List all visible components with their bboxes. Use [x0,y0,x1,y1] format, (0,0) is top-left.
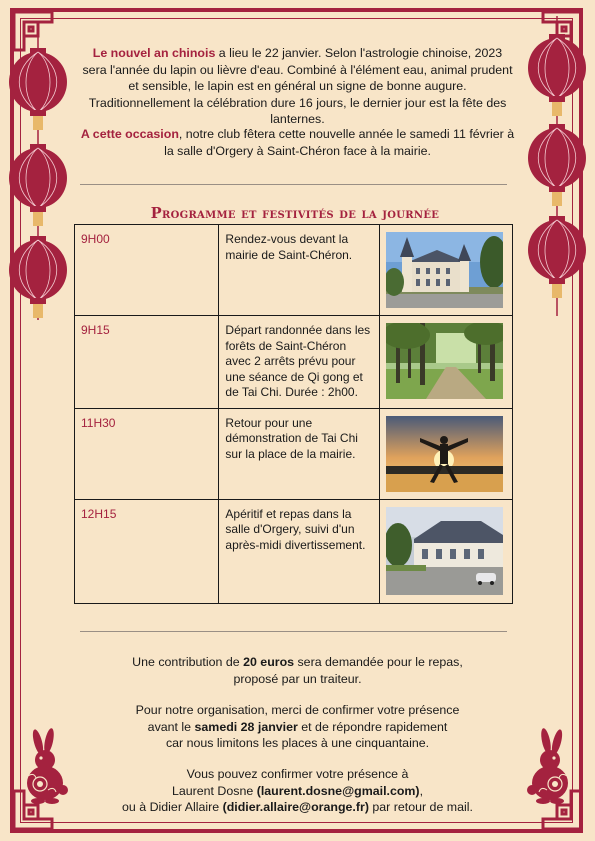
row-time: 9H15 [75,316,219,409]
salle-orgery-photo [386,507,503,595]
table-row [75,225,513,316]
row-description: Rendez-vous devant la mairie de Saint-Chéron. [219,225,380,316]
intro-lead: Le nouvel an chinois [92,46,216,60]
table-row [75,316,513,409]
confirm-text-a: Pour notre organisation, merci de confirmer votre présence [135,703,460,717]
contribution-text-a: Une contribution de [132,655,244,669]
forest-path-photo [386,323,503,399]
confirmation-paragraph [80,702,515,752]
red-lantern-icon [527,16,587,316]
contact-name-2: ou à Didier Allaire [122,800,223,814]
programme-title: Programme et festivités de la journée [150,205,440,222]
contact-text-a: Vous pouvez confirmer votre présence à [186,767,409,781]
red-lantern-icon [8,30,68,320]
rabbit-papercut-icon [18,728,74,806]
mairie-photo [386,232,503,308]
table-row [75,408,513,499]
row-description: Départ randonnée dans les forêts de Saint-Chéron avec 2 arrêts prévu pour une séance de Qi gong et de Tai Chi. Durée : 2h00. [219,316,380,409]
row-description: Apéritif et repas dans la salle d'Orgery, suivi d'un après-midi divertissement. [219,499,380,603]
confirm-text-d: et de répondre rapidement [297,719,448,734]
divider-bottom [80,631,507,632]
contact-comma: , [419,783,424,798]
tai-chi-sunset-photo [386,416,503,492]
rabbit-papercut-icon [521,728,577,806]
contact-name-1: Laurent Dosne [171,783,257,798]
confirm-text-e: car nous limitons les places à une cinquantaine. [165,736,430,750]
occasion-lead: A cette occasion [80,127,179,141]
contact-paragraph [80,766,515,816]
row-time: 9H00 [75,225,219,316]
contribution-paragraph [80,654,515,687]
table-row [75,499,513,603]
row-time: 11H30 [75,408,219,499]
intro-text: a lieu le 22 janvier. Selon l'astrologie chinoise, 2023 sera l'année du lapin ou lièvre d'eau. Combiné à l'élément eau, animal prudent et sensible, le lapin est en général un signe de bonne augure. Traditionnellement la célébration dure 16 jours, le dernier jour est la fête des lanternes. [82,46,513,126]
contribution-amount: 20 euros [243,655,295,669]
contact-text-g: par retour de mail. [368,800,473,814]
contribution-text-d: proposé par un traiteur. [233,671,362,686]
confirm-text-b: avant le [147,719,195,734]
row-description: Retour pour une démonstration de Tai Chi sur la place de la mairie. [219,408,380,499]
divider-top [80,184,507,185]
contact-email-2[interactable]: (didier.allaire@orange.fr) [222,800,369,814]
programme-table [74,224,513,604]
confirm-deadline: samedi 28 janvier [194,719,298,734]
contribution-text-c: sera demandée pour le repas, [294,655,463,669]
row-time: 12H15 [75,499,219,603]
occasion-paragraph [80,126,515,159]
occasion-text: , notre club fêtera cette nouvelle année le samedi 11 février à la salle d'Orgery à Saint-Chéron face à la mairie. [164,127,515,158]
contact-email-1[interactable]: (laurent.dosne@gmail.com) [256,783,420,798]
intro-paragraph [80,45,515,128]
